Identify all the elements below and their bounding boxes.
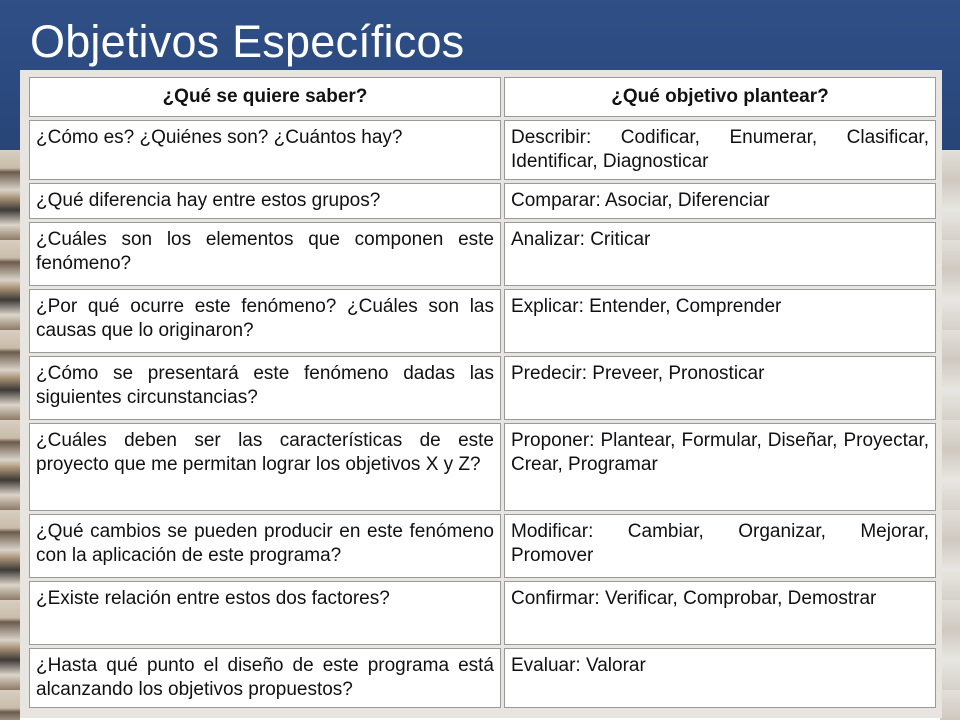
objective-cell: Confirmar: Verificar, Comprobar, Demostrar	[504, 581, 936, 645]
objective-cell: Explicar: Entender, Comprender	[504, 289, 936, 353]
table-row	[29, 120, 936, 180]
objective-cell: Describir: Codificar, Enumerar, Clasificar, Identificar, Diagnosticar	[504, 120, 936, 180]
table-row	[29, 222, 936, 286]
table-row	[29, 356, 936, 420]
table-header-row	[29, 77, 936, 117]
decorative-photo-strip-left	[0, 150, 20, 720]
decorative-strip-right	[940, 150, 960, 720]
objective-cell: Proponer: Plantear, Formular, Diseñar, Proyectar, Crear, Programar	[504, 423, 936, 511]
question-cell: ¿Qué diferencia hay entre estos grupos?	[29, 183, 501, 219]
header-objective: ¿Qué objetivo plantear?	[504, 77, 936, 117]
objective-cell: Modificar: Cambiar, Organizar, Mejorar, Promover	[504, 514, 936, 578]
objectives-table-frame	[20, 70, 942, 718]
header-question: ¿Qué se quiere saber?	[29, 77, 501, 117]
question-cell: ¿Cómo se presentará este fenómeno dadas las siguientes circunstancias?	[29, 356, 501, 420]
objective-cell: Predecir: Preveer, Pronosticar	[504, 356, 936, 420]
question-cell: ¿Cuáles deben ser las características de este proyecto que me permitan lograr los objetivos X y Z?	[29, 423, 501, 511]
table-row	[29, 581, 936, 645]
question-cell: ¿Por qué ocurre este fenómeno? ¿Cuáles son las causas que lo originaron?	[29, 289, 501, 353]
objective-cell: Comparar: Asociar, Diferenciar	[504, 183, 936, 219]
question-cell: ¿Cómo es? ¿Quiénes son? ¿Cuántos hay?	[29, 120, 501, 180]
question-cell: ¿Existe relación entre estos dos factores?	[29, 581, 501, 645]
page-title: Objetivos Específicos	[30, 16, 465, 67]
table-row	[29, 183, 936, 219]
question-cell: ¿Hasta qué punto el diseño de este programa está alcanzando los objetivos propuestos?	[29, 648, 501, 708]
objective-cell: Analizar: Criticar	[504, 222, 936, 286]
table-row	[29, 289, 936, 353]
objective-cell: Evaluar: Valorar	[504, 648, 936, 708]
table-row	[29, 648, 936, 708]
table-row	[29, 423, 936, 511]
table-row	[29, 514, 936, 578]
objectives-table	[26, 74, 939, 711]
question-cell: ¿Cuáles son los elementos que componen este fenómeno?	[29, 222, 501, 286]
question-cell: ¿Qué cambios se pueden producir en este fenómeno con la aplicación de este programa?	[29, 514, 501, 578]
